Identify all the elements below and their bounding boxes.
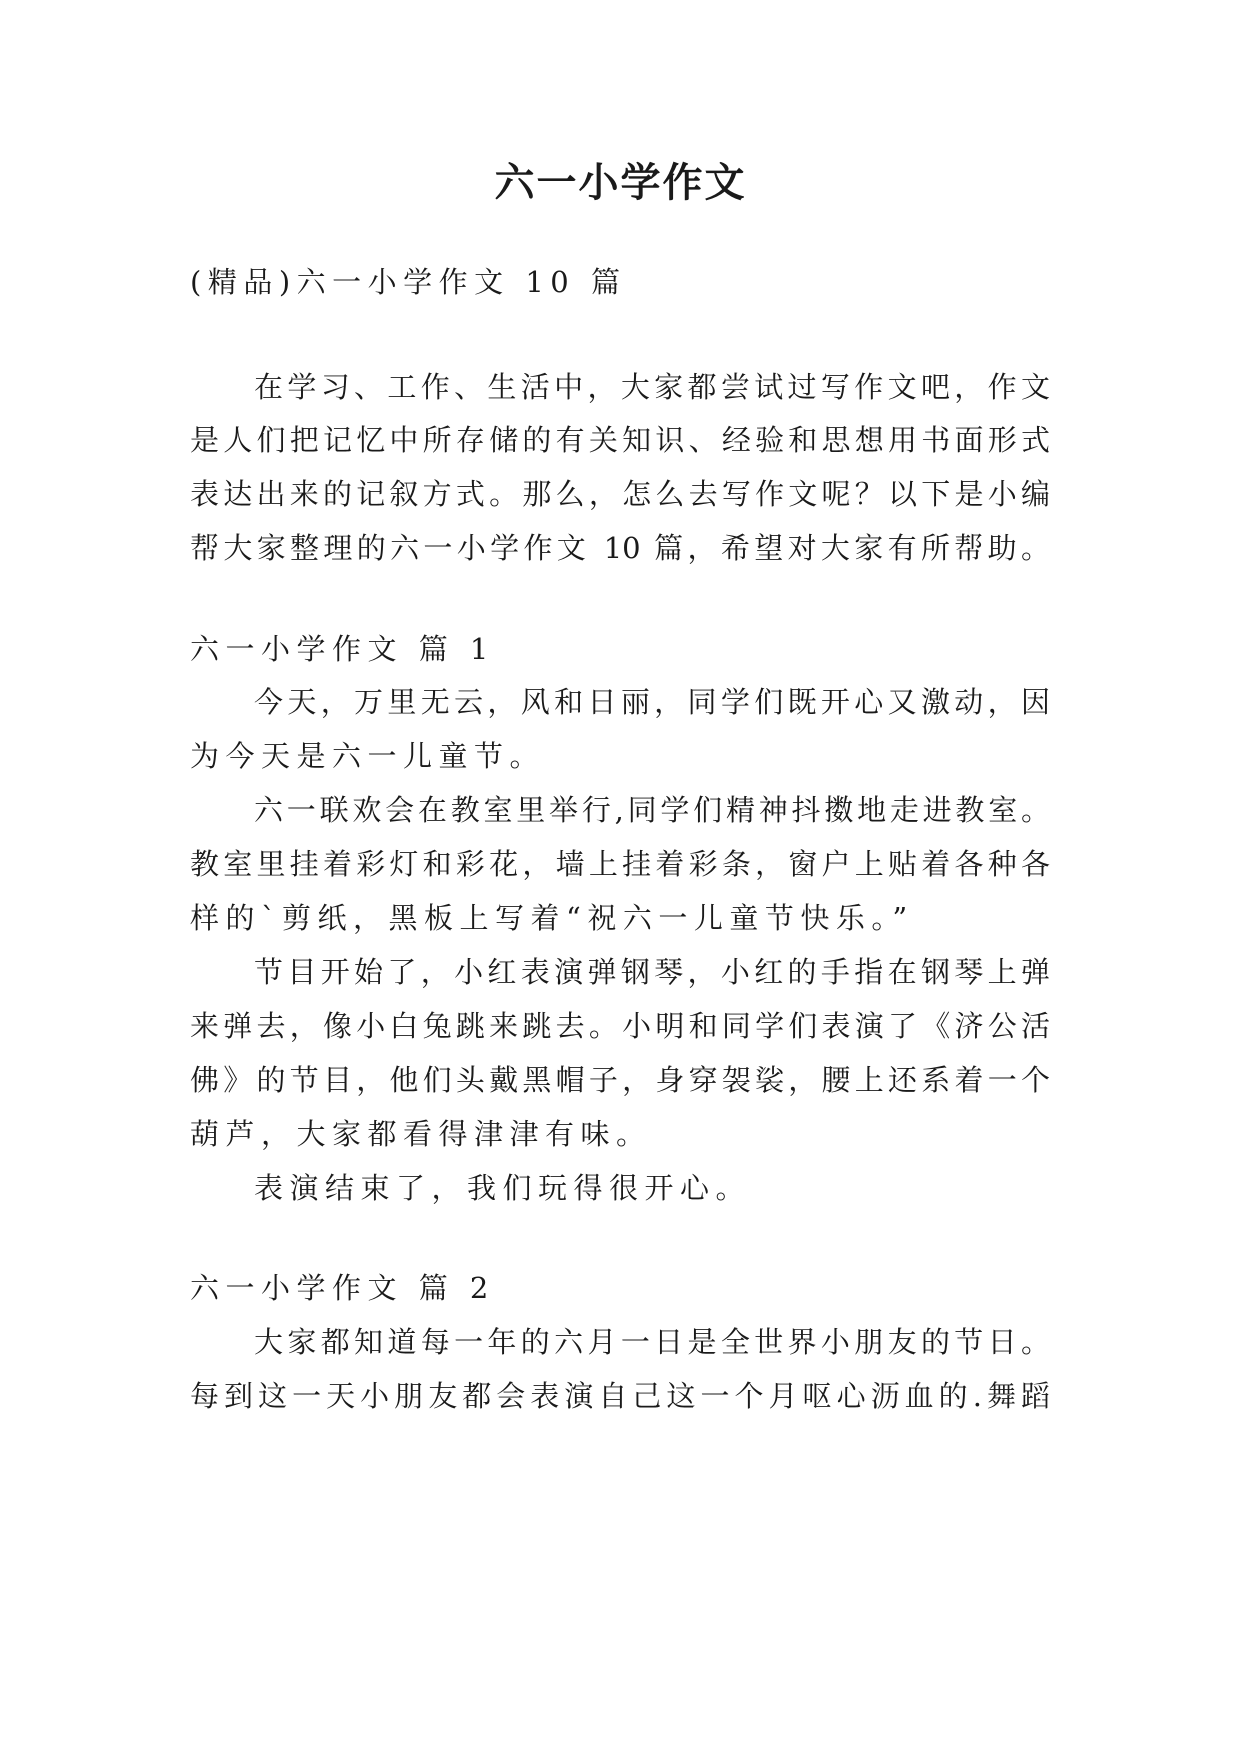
intro-line: 是人们把记忆中所存储的有关知识、经验和思想用书面形式	[190, 423, 1050, 457]
paragraph-line: 六一联欢会在教室里举行,同学们精神抖擞地走进教室。	[254, 793, 1050, 827]
paragraph-line: 表演结束了，我们玩得很开心。	[254, 1171, 752, 1205]
document-subtitle: (精品)六一小学作文 10 篇	[190, 265, 627, 299]
section-heading: 六一小学作文 篇 2	[190, 1271, 495, 1305]
paragraph-line: 佛》的节目，他们头戴黑帽子，身穿袈裟，腰上还系着一个	[190, 1063, 1050, 1097]
intro-line: 帮大家整理的六一小学作文 10 篇，希望对大家有所帮助。	[190, 531, 1050, 565]
paragraph-line: 每到这一天小朋友都会表演自己这一个月呕心沥血的.舞蹈	[190, 1379, 1050, 1413]
intro-line: 在学习、工作、生活中，大家都尝试过写作文吧，作文	[254, 370, 1050, 404]
paragraph-line: 教室里挂着彩灯和彩花，墙上挂着彩条，窗户上贴着各种各	[190, 847, 1050, 881]
paragraph-line: 葫芦，大家都看得津津有味。	[190, 1117, 652, 1151]
paragraph-line: 节目开始了，小红表演弹钢琴，小红的手指在钢琴上弹	[254, 955, 1050, 989]
paragraph-line: 来弹去，像小白兔跳来跳去。小明和同学们表演了《济公活	[190, 1009, 1050, 1043]
paragraph-line: 为今天是六一儿童节。	[190, 739, 546, 773]
paragraph-line: 大家都知道每一年的六月一日是全世界小朋友的节日。	[254, 1325, 1050, 1359]
section-heading: 六一小学作文 篇 1	[190, 632, 495, 666]
paragraph-line: 样的`剪纸，黑板上写着“祝六一儿童节快乐。”	[190, 901, 914, 935]
document-title: 六一小学作文	[494, 159, 747, 206]
intro-line: 表达出来的记叙方式。那么，怎么去写作文呢？以下是小编	[190, 477, 1050, 511]
paragraph-line: 今天，万里无云，风和日丽，同学们既开心又激动，因	[254, 685, 1050, 719]
